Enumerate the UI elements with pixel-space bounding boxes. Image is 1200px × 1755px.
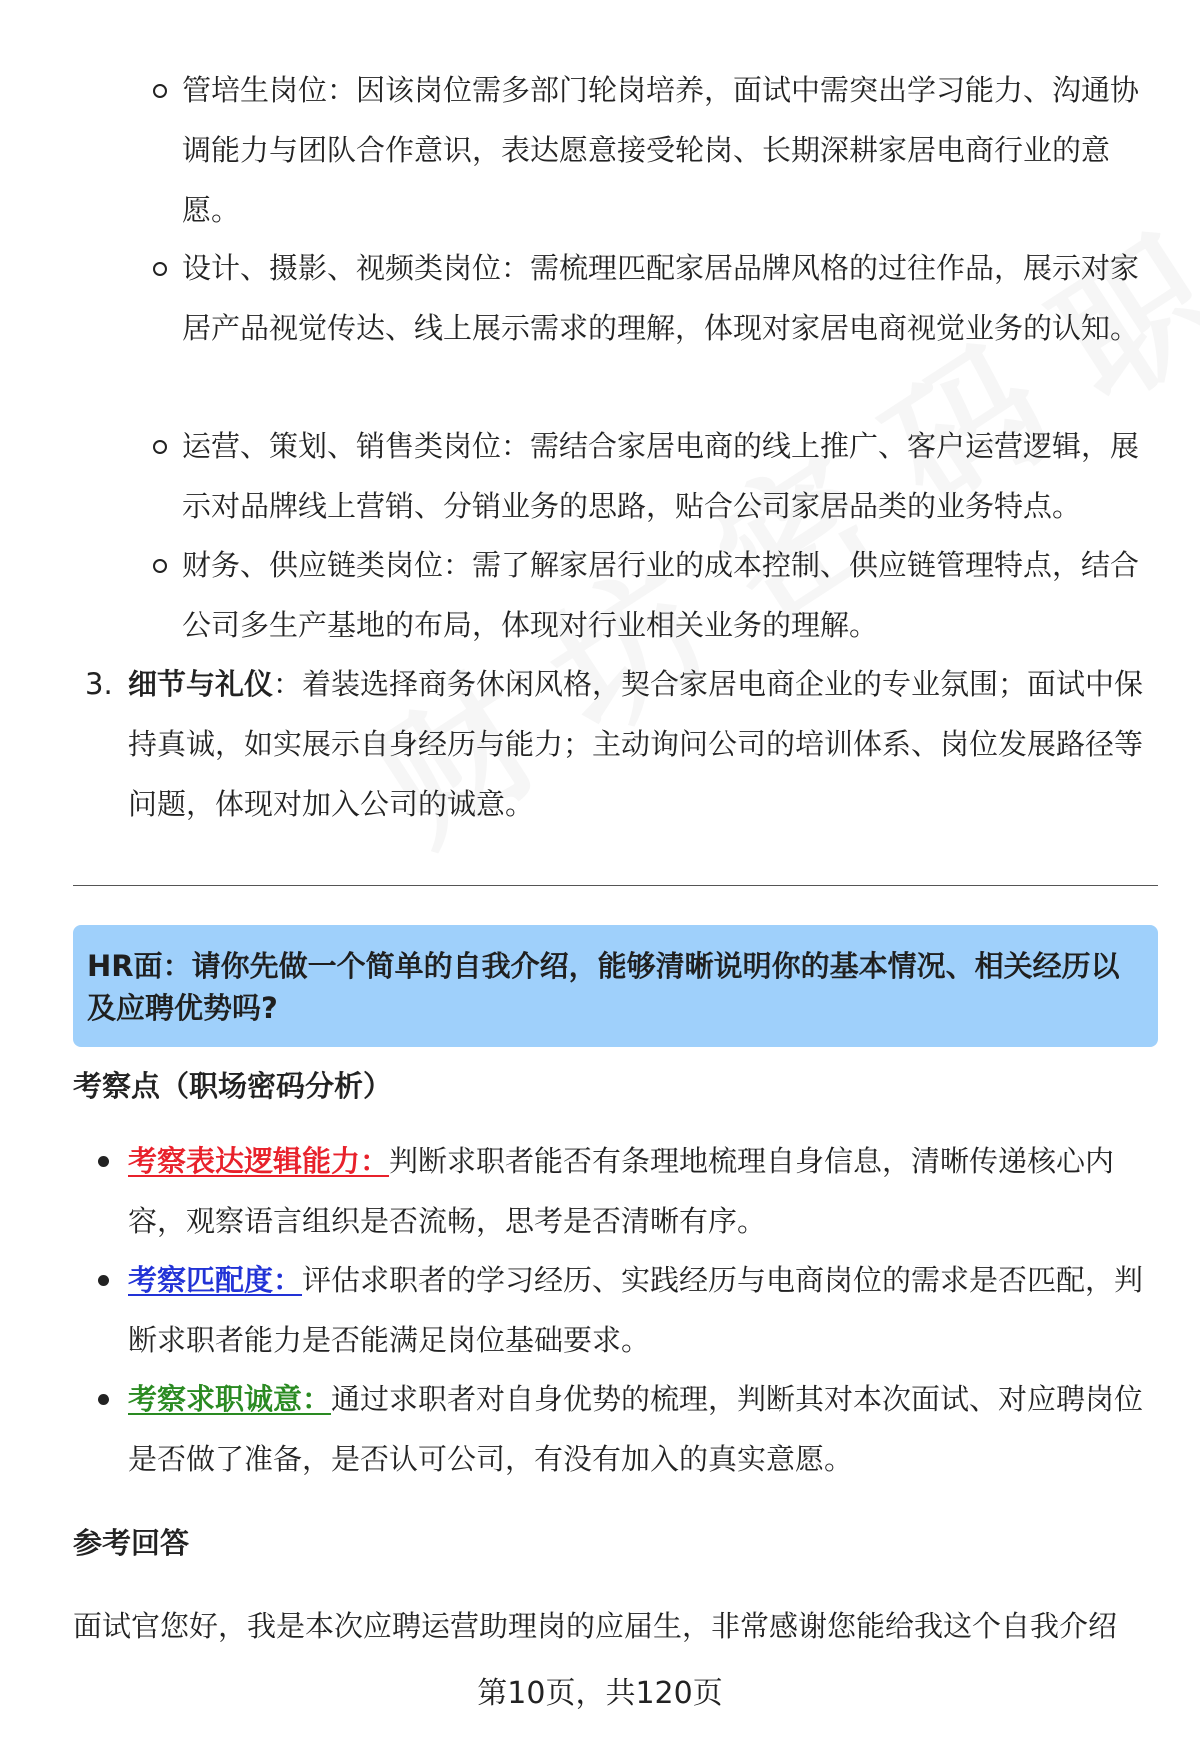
circle-bullet	[153, 262, 167, 276]
exam-point-keyword: 考察匹配度：	[128, 1263, 303, 1297]
exam-point	[128, 1131, 1148, 1251]
question-text: HR面：请你先做一个简单的自我介绍，能够清晰说明你的基本情况、相关经历以及应聘优势吗?	[87, 949, 1120, 1025]
exam-points-heading: 考察点（职场密码分析）	[73, 1069, 393, 1103]
page-footer: 第10页，共120页	[477, 1676, 723, 1711]
item-title: 细节与礼仪	[128, 667, 274, 701]
item-text: ：着装选择商务休闲风格，契合家居电商企业的专业氛围；面试中保持真诚，如实展示自身经历与能力；主动询问公司的培训体系、岗位发展路径等问题，体现对加入公司的诚意。	[128, 667, 1144, 821]
list-item: 设计、摄影、视频类岗位：需梳理匹配家居品牌风格的过往作品，展示对家居产品视觉传达、线上展示需求的理解，体现对家居电商视觉业务的认知。	[182, 251, 1140, 345]
exam-point-text: 通过求职者对自身优势的梳理，判断其对本次面试、对应聘岗位是否做了准备，是否认可公司，有没有加入的真实意愿。	[128, 1382, 1144, 1476]
bullet-dot	[98, 1275, 109, 1286]
list-item: 财务、供应链类岗位：需了解家居行业的成本控制、供应链管理特点，结合公司多生产基地的布局，体现对行业相关业务的理解。	[182, 548, 1140, 642]
exam-point-text: 评估求职者的学习经历、实践经历与电商岗位的需求是否匹配，判断求职者能力是否能满足岗位基础要求。	[128, 1263, 1144, 1357]
exam-point	[128, 1369, 1148, 1489]
list-number: 3.	[85, 667, 113, 701]
circle-bullet	[153, 84, 167, 98]
exam-point-text: 判断求职者能否有条理地梳理自身信息，清晰传递核心内容，观察语言组织是否流畅，思考是否清晰有序。	[128, 1144, 1115, 1238]
answer-text: 面试官您好，我是本次应聘运营助理岗的应届生，非常感谢您能给我这个自我介绍	[73, 1609, 1118, 1643]
list-item: 管培生岗位：因该岗位需多部门轮岗培养，面试中需突出学习能力、沟通协调能力与团队合作意识，表达愿意接受轮岗、长期深耕家居电商行业的意愿。	[182, 73, 1140, 227]
section-divider	[73, 885, 1158, 886]
bullet-dot	[98, 1394, 109, 1405]
numbered-list-item	[128, 654, 1148, 834]
exam-point	[128, 1250, 1148, 1370]
circle-bullet	[153, 440, 167, 454]
circle-bullet	[153, 559, 167, 573]
exam-point-keyword: 考察表达逻辑能力：	[128, 1144, 390, 1178]
answer-heading: 参考回答	[73, 1526, 190, 1560]
list-item: 运营、策划、销售类岗位：需结合家居电商的线上推广、客户运营逻辑，展示对品牌线上营销、分销业务的思路，贴合公司家居品类的业务特点。	[182, 429, 1140, 523]
bullet-dot	[98, 1156, 109, 1167]
exam-point-keyword: 考察求职诚意：	[128, 1382, 332, 1416]
question-box	[73, 925, 1158, 1047]
